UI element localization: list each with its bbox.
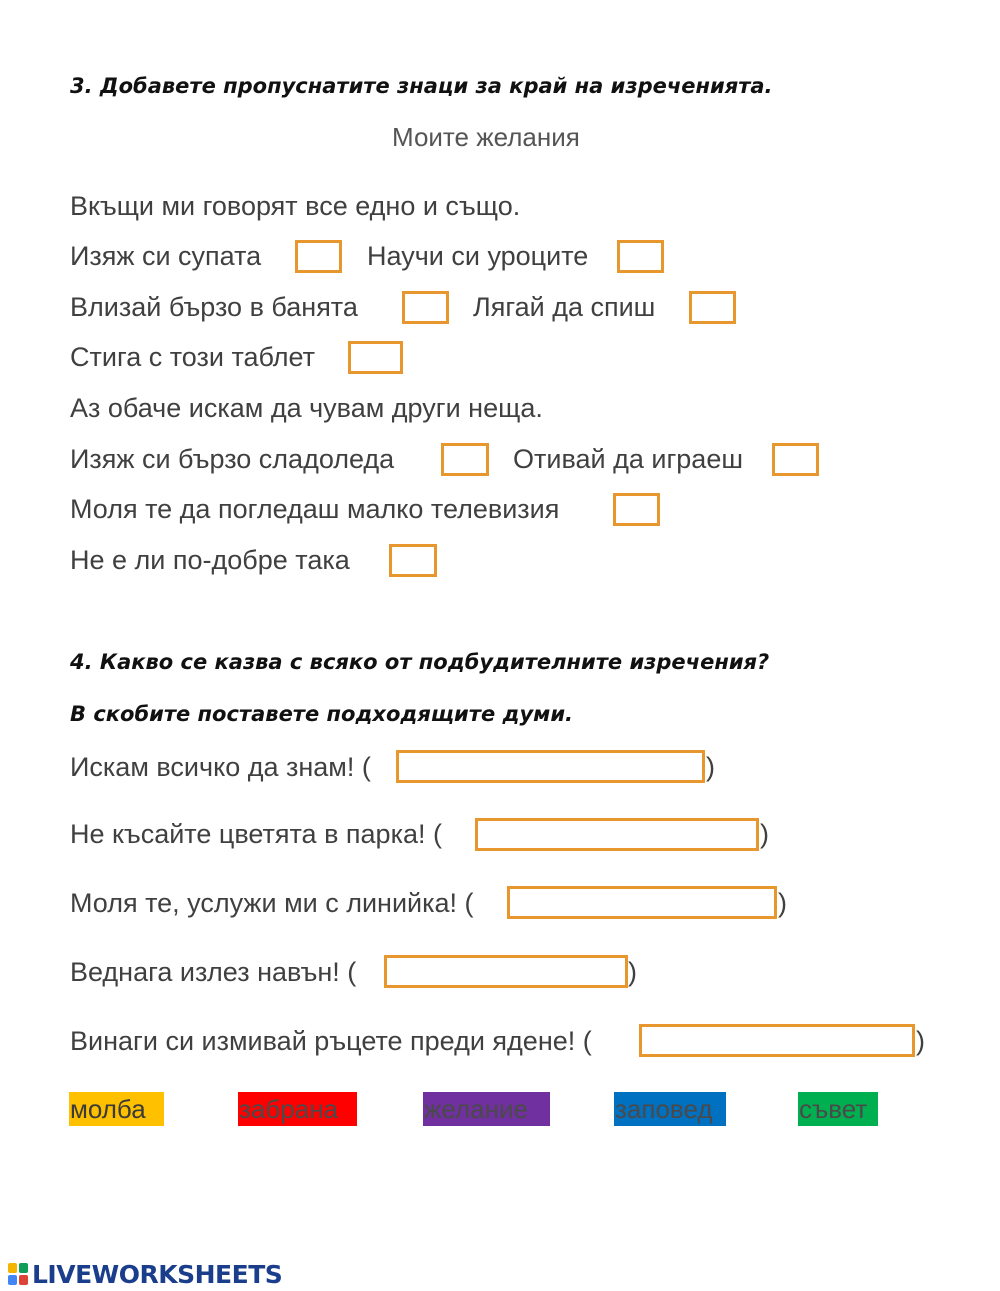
word-answer-box[interactable]	[396, 750, 705, 783]
text-line: Стига с този таблет	[70, 342, 316, 372]
sentence-line: Искам всичко да знам! (	[70, 752, 371, 782]
text-line: Аз обаче искам да чувам други неща.	[70, 393, 543, 423]
punctuation-answer-box[interactable]	[295, 240, 342, 273]
sentence-line: Веднага излез навън! (	[70, 957, 357, 987]
close-paren: )	[778, 888, 787, 918]
word-answer-box[interactable]	[384, 955, 628, 988]
word-bank-zhelanie: желание	[423, 1092, 550, 1126]
punctuation-answer-box[interactable]	[348, 341, 403, 374]
text-line: Моля те да погледаш малко телевизия	[70, 494, 560, 524]
word-answer-box[interactable]	[475, 818, 759, 851]
word-bank-savet: съвет	[798, 1092, 878, 1126]
close-paren: )	[916, 1026, 925, 1056]
text-line: Вкъщи ми говорят все едно и също.	[70, 191, 521, 221]
text-line: Отивай да играеш	[513, 444, 744, 474]
punctuation-answer-box[interactable]	[441, 443, 489, 476]
text-line: Влизай бързо в банята	[70, 292, 358, 322]
word-bank-zabrana: забрана	[238, 1092, 357, 1126]
punctuation-answer-box[interactable]	[389, 544, 437, 577]
logo-blocks-icon	[8, 1263, 28, 1285]
punctuation-answer-box[interactable]	[613, 493, 660, 526]
close-paren: )	[628, 957, 637, 987]
liveworksheets-logo	[8, 1259, 282, 1289]
text-line: Научи си уроците	[367, 241, 589, 271]
close-paren: )	[706, 752, 715, 782]
punctuation-answer-box[interactable]	[402, 291, 449, 324]
text-line: Изяж си супата	[70, 241, 262, 271]
text-line: Не е ли по-добре така	[70, 545, 350, 575]
section-4-heading: 4. Какво се казва с всяко от подбудителните изречения?	[70, 650, 770, 674]
sentence-line: Винаги си измивай ръцете преди ядене! (	[70, 1026, 592, 1056]
punctuation-answer-box[interactable]	[772, 443, 819, 476]
text-line: Изяж си бързо сладоледа	[70, 444, 395, 474]
text-line: Лягай да спиш	[473, 292, 656, 322]
sentence-line: Не късайте цветята в парка! (	[70, 819, 442, 849]
close-paren: )	[760, 819, 769, 849]
section-4-subheading: В скобите поставете подходящите думи.	[70, 702, 574, 726]
word-answer-box[interactable]	[507, 886, 777, 919]
punctuation-answer-box[interactable]	[689, 291, 736, 324]
section-3-title: Моите желания	[392, 122, 580, 152]
word-answer-box[interactable]	[639, 1024, 915, 1057]
section-3-heading: 3. Добавете пропуснатите знаци за край на изреченията.	[70, 74, 773, 98]
word-bank-zapoved: заповед	[614, 1092, 726, 1126]
punctuation-answer-box[interactable]	[617, 240, 664, 273]
sentence-line: Моля те, услужи ми с линийка! (	[70, 888, 474, 918]
word-bank-molba: молба	[69, 1092, 164, 1126]
logo-text: LIVEWORKSHEETS	[32, 1259, 283, 1289]
